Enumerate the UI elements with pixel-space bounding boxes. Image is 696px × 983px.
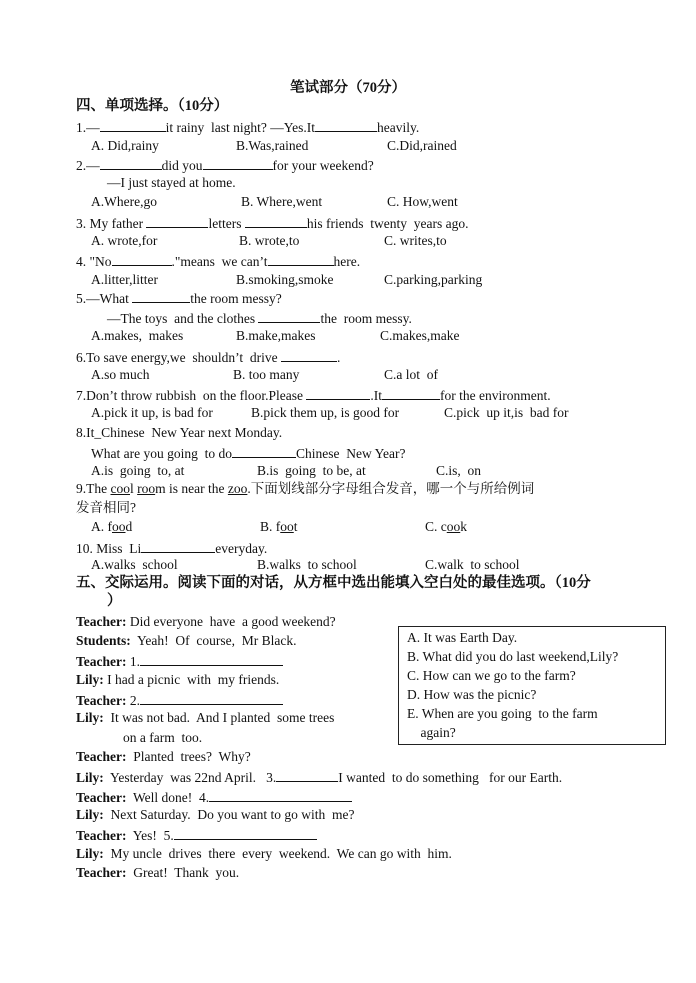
dialogue-line-8: Teacher: Planted trees? Why? [76,749,251,764]
q3-option-c[interactable]: C. writes,to [384,233,447,248]
answer-blank[interactable] [382,385,440,400]
q9-option-c[interactable]: C. cook [425,519,467,534]
question-10: 10. Miss Li everyday. [76,538,267,557]
page-title: 笔试部分（70分） [290,80,406,96]
q7-option-c[interactable]: C.pick up it,is bad for [444,405,569,420]
q8-option-b[interactable]: B.is going to be, at [257,463,366,478]
q1-option-a[interactable]: A. Did,rainy [91,138,159,153]
answer-blank[interactable] [268,251,334,266]
q1-option-c[interactable]: C.Did,rained [387,138,457,153]
option-e[interactable]: E. When are you going to the farm [407,706,598,721]
option-e-continued: again? [407,725,456,740]
q6-option-c[interactable]: C.a lot of [384,367,438,382]
question-5: 5.—What the room messy? [76,288,282,307]
q4-option-c[interactable]: C.parking,parking [384,272,483,287]
question-7: 7.Don’t throw rubbish on the floor.Please .It for the environment. [76,385,551,404]
q8-option-c[interactable]: C.is, on [436,463,482,478]
dialogue-line-7: on a farm too. [123,730,203,745]
section4-heading: 四、单项选择。（10分） [76,98,229,114]
q5-option-c[interactable]: C.makes,make [380,328,460,343]
q4-option-b[interactable]: B.smoking,smoke [236,272,334,287]
q5-option-b[interactable]: B.make,makes [236,328,316,343]
dialogue-line-1: Teacher: Did everyone have a good weekend? [76,614,336,629]
q6-option-a[interactable]: A.so much [91,367,150,382]
question-8: 8.It_Chinese New Year next Monday. [76,425,283,440]
q7-option-a[interactable]: A.pick it up, is bad for [91,405,213,420]
question-4: 4. "No ."means we can’t here. [76,251,360,270]
dialogue-line-2: Students: Yeah! Of course, Mr Black. [76,633,297,648]
q7-option-b[interactable]: B.pick them up, is good for [251,405,400,420]
dialogue-line-13: Lily: My uncle drives there every weekend. We can go with him. [76,846,452,861]
answer-blank-2[interactable] [140,690,283,705]
options-box [398,626,666,745]
q5-reply: —The toys and the clothes the room messy. [107,308,412,327]
q4-option-a[interactable]: A.litter,litter [91,272,158,287]
answer-blank[interactable] [315,117,377,132]
dialogue-line-6: Lily: It was not bad. And I planted some trees [76,710,335,725]
q10-option-a[interactable]: A.walks school [91,557,178,572]
section5-heading: 五、交际运用。阅读下面的对话，从方框中选出能填入空白处的最佳选项。（10分 [76,575,591,591]
option-a[interactable]: A. It was Earth Day. [407,630,518,645]
answer-blank[interactable] [258,308,320,323]
dialogue-line-11: Lily: Next Saturday. Do you want to go with me? [76,807,355,822]
answer-blank[interactable] [100,155,162,170]
answer-blank[interactable] [112,251,172,266]
q9-option-a[interactable]: A. food [91,519,133,534]
answer-blank[interactable] [146,213,208,228]
answer-blank[interactable] [232,443,296,458]
q2-option-a[interactable]: A.Where,go [91,194,157,209]
answer-blank[interactable] [203,155,273,170]
q2-option-b[interactable]: B. Where,went [241,194,323,209]
q10-option-b[interactable]: B.walks to school [257,557,357,572]
q3-option-b[interactable]: B. wrote,to [239,233,300,248]
answer-blank-1[interactable] [140,651,283,666]
dialogue-line-10: Teacher: Well done! 4. [76,787,352,806]
option-c[interactable]: C. How can we go to the farm? [407,668,576,683]
answer-blank[interactable] [245,213,307,228]
answer-blank[interactable] [132,288,190,303]
dialogue-line-4: Lily: I had a picnic with my friends. [76,672,280,687]
answer-blank-5[interactable] [174,825,317,840]
dialogue-line-9: Lily: Yesterday was 22nd April. 3. I wanted to do something for our Earth. [76,767,562,786]
dialogue-line-3: Teacher: 1. [76,651,283,670]
question-2: 2.— did you for your weekend? [76,155,374,174]
q1-option-b[interactable]: B.Was,rained [236,138,309,153]
dialogue-line-12: Teacher: Yes! 5. [76,825,317,844]
q9-line-2: 发音相同? [76,500,136,515]
answer-blank[interactable] [281,347,337,362]
q8-option-a[interactable]: A.is going to, at [91,463,185,478]
section5-heading-end: ） [107,593,122,609]
option-b[interactable]: B. What did you do last weekend,Lily? [407,649,619,664]
answer-blank-4[interactable] [209,787,352,802]
q6-option-b[interactable]: B. too many [233,367,300,382]
dialogue-line-14: Teacher: Great! Thank you. [76,865,240,880]
q9-option-b[interactable]: B. foot [260,519,298,534]
answer-blank[interactable] [100,117,166,132]
q10-option-c[interactable]: C.walk to school [425,557,520,572]
question-6: 6.To save energy,we shouldn’t drive . [76,347,340,366]
answer-blank[interactable] [306,385,370,400]
dialogue-line-5: Teacher: 2. [76,690,283,709]
question-1: 1.— it rainy last night? —Yes.It heavily. [76,117,419,136]
q2-reply: —I just stayed at home. [107,175,236,190]
answer-blank[interactable] [141,538,215,553]
q3-option-a[interactable]: A. wrote,for [91,233,158,248]
option-d[interactable]: D. How was the picnic? [407,687,537,702]
q2-option-c[interactable]: C. How,went [387,194,458,209]
question-9: 9.The cool room is near the zoo.下面划线部分字母组合发音，哪一个与所给例词 [76,481,535,496]
question-3: 3. My father letters his friends twenty years ago. [76,213,468,232]
q5-option-a[interactable]: A.makes, makes [91,328,184,343]
q8-reply: What are you going to do Chinese New Year? [91,443,405,462]
answer-blank-3[interactable] [276,767,338,782]
